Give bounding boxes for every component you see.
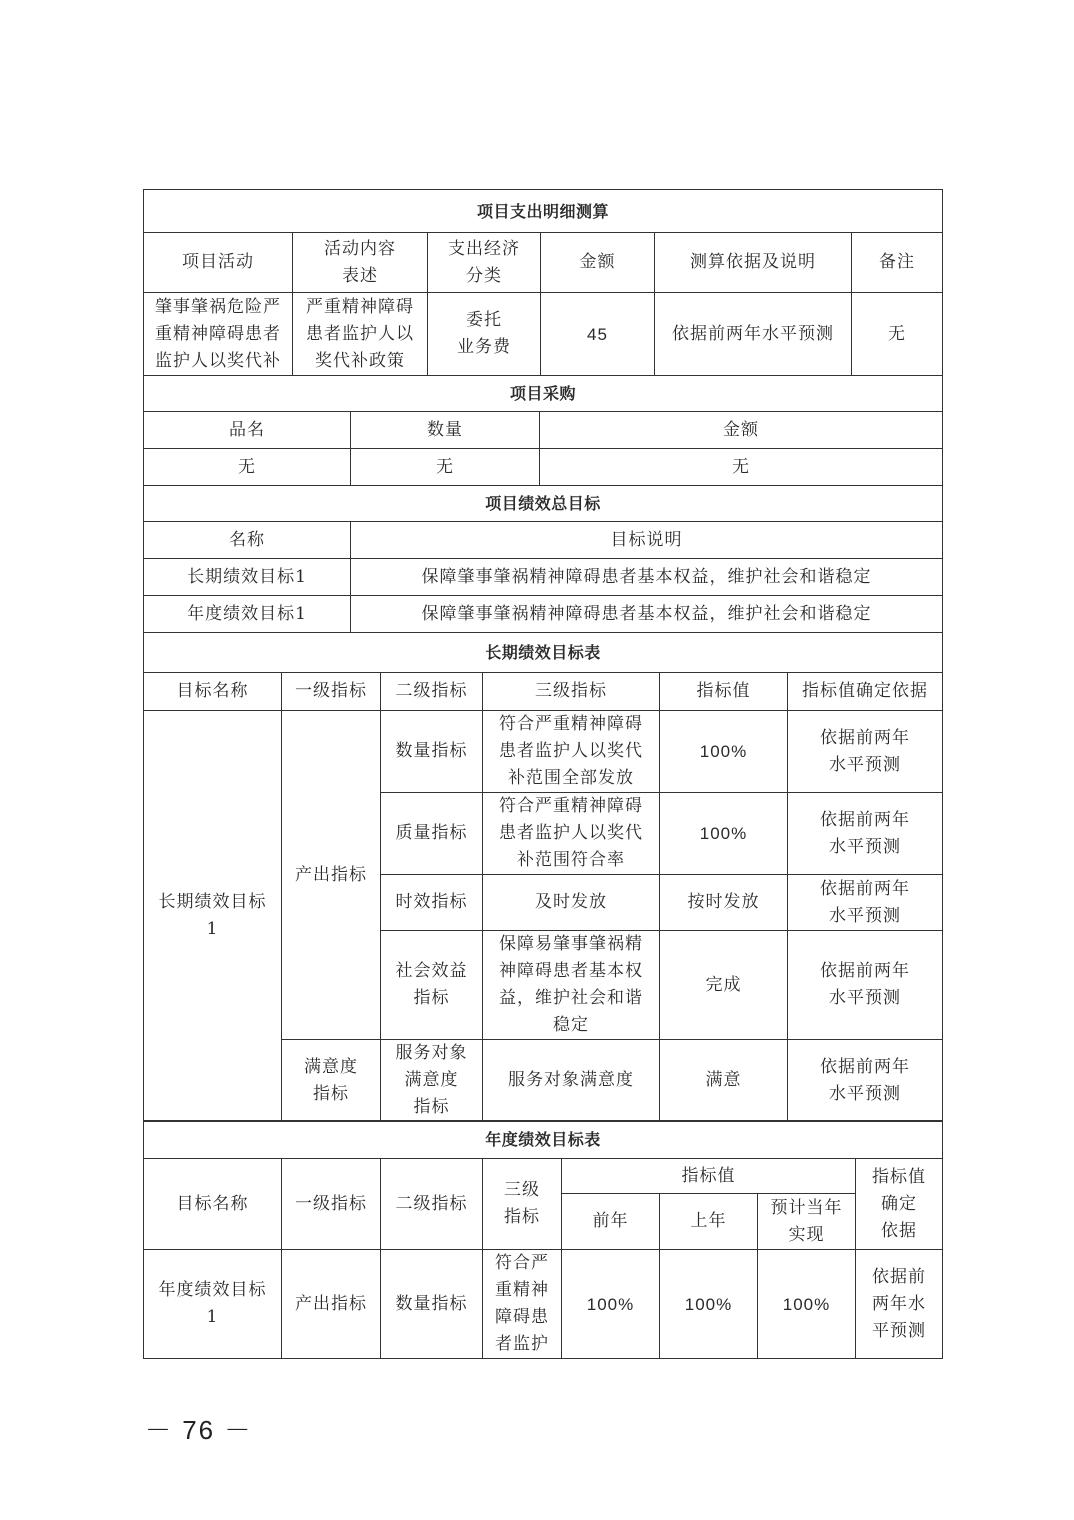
cell-basis: 依据前两年 水平预测 <box>788 931 943 1040</box>
header-level2: 二级指标 <box>381 1159 483 1250</box>
expense-detail-table <box>143 189 943 376</box>
cell-goal-desc: 保障肇事肇祸精神障碍患者基本权益，维护社会和谐稳定 <box>351 559 943 596</box>
cell-value: 100% <box>660 793 788 875</box>
cell-item-name: 无 <box>144 449 351 486</box>
cell-quantity: 无 <box>351 449 540 486</box>
header-goal-desc: 目标说明 <box>351 522 943 559</box>
header-goal-name: 目标名称 <box>144 1159 282 1250</box>
header-level3: 三级 指标 <box>483 1159 562 1250</box>
cell-goal-name: 长期绩效目标 1 <box>144 711 282 1122</box>
cell-remark: 无 <box>852 293 943 376</box>
cell-value: 按时发放 <box>660 875 788 931</box>
table-row <box>144 449 943 486</box>
header-item-name: 品名 <box>144 412 351 449</box>
cell-goal-name: 年度绩效目标 1 <box>144 1250 282 1359</box>
header-goal-name: 目标名称 <box>144 673 282 711</box>
cell-goal-name: 年度绩效目标1 <box>144 596 351 633</box>
header-prev1: 上年 <box>660 1194 758 1250</box>
cell-level2: 数量指标 <box>381 711 483 793</box>
cell-level3: 符合严重精神障碍 患者监护人以奖代 补范围全部发放 <box>483 711 660 793</box>
cell-prev1: 100% <box>660 1250 758 1359</box>
section-title-overall-goals: 项目绩效总目标 <box>144 486 943 522</box>
table-row <box>144 293 943 376</box>
cell-level3: 符合严重精神障碍 患者监护人以奖代 补范围符合率 <box>483 793 660 875</box>
cell-activity-desc: 严重精神障碍 患者监护人以 奖代补政策 <box>293 293 428 376</box>
cell-level1-output: 产出指标 <box>282 711 381 1040</box>
cell-level3: 服务对象满意度 <box>483 1040 660 1122</box>
section-title-annual: 年度绩效目标表 <box>144 1121 943 1159</box>
cell-level2: 社会效益 指标 <box>381 931 483 1040</box>
section-title-procurement: 项目采购 <box>144 376 943 412</box>
cell-economic-class: 委托 业务费 <box>428 293 541 376</box>
cell-level3: 保障易肇事肇祸精 神障碍患者基本权 益，维护社会和谐 稳定 <box>483 931 660 1040</box>
header-economic-class: 支出经济 分类 <box>428 233 541 293</box>
header-current: 预计当年 实现 <box>758 1194 856 1250</box>
header-value-group: 指标值 <box>562 1159 856 1194</box>
cell-goal-desc: 保障肇事肇祸精神障碍患者基本权益，维护社会和谐稳定 <box>351 596 943 633</box>
cell-basis: 依据前 两年水 平预测 <box>856 1250 943 1359</box>
procurement-table <box>143 375 943 486</box>
header-basis: 测算依据及说明 <box>655 233 852 293</box>
cell-basis: 依据前两年 水平预测 <box>788 875 943 931</box>
section-title-long-term: 长期绩效目标表 <box>144 633 943 673</box>
cell-level1-satisfaction: 满意度 指标 <box>282 1040 381 1122</box>
cell-goal-name: 长期绩效目标1 <box>144 559 351 596</box>
cell-activity: 肇事肇祸危险严 重精神障碍患者 监护人以奖代补 <box>144 293 293 376</box>
header-basis: 指标值 确定 依据 <box>856 1159 943 1250</box>
header-prev2: 前年 <box>562 1194 660 1250</box>
cell-level2: 数量指标 <box>381 1250 483 1359</box>
cell-level3: 符合严 重精神 障碍患 者监护 <box>483 1250 562 1359</box>
page-number: － 76 － <box>145 1415 253 1445</box>
cell-level2: 服务对象 满意度 指标 <box>381 1040 483 1122</box>
header-level1: 一级指标 <box>282 1159 381 1250</box>
header-level3: 三级指标 <box>483 673 660 711</box>
header-level1: 一级指标 <box>282 673 381 711</box>
cell-basis: 依据前两年水平预测 <box>655 293 852 376</box>
cell-basis: 依据前两年 水平预测 <box>788 711 943 793</box>
cell-level3: 及时发放 <box>483 875 660 931</box>
table-row <box>144 596 943 633</box>
table-row <box>144 711 943 793</box>
table-row <box>144 1250 943 1359</box>
cell-amount: 无 <box>540 449 943 486</box>
cell-basis: 依据前两年 水平预测 <box>788 793 943 875</box>
cell-value: 100% <box>660 711 788 793</box>
cell-amount: 45 <box>541 293 655 376</box>
cell-level1: 产出指标 <box>282 1250 381 1359</box>
header-amount: 金额 <box>540 412 943 449</box>
header-quantity: 数量 <box>351 412 540 449</box>
cell-current: 100% <box>758 1250 856 1359</box>
cell-level2: 质量指标 <box>381 793 483 875</box>
header-activity: 项目活动 <box>144 233 293 293</box>
annual-goals-table <box>143 1120 943 1359</box>
header-basis: 指标值确定依据 <box>788 673 943 711</box>
section-title-expense: 项目支出明细测算 <box>144 190 943 233</box>
cell-level2: 时效指标 <box>381 875 483 931</box>
overall-goals-table <box>143 485 943 633</box>
header-value: 指标值 <box>660 673 788 711</box>
cell-prev2: 100% <box>562 1250 660 1359</box>
cell-value: 满意 <box>660 1040 788 1122</box>
cell-basis: 依据前两年 水平预测 <box>788 1040 943 1122</box>
header-name: 名称 <box>144 522 351 559</box>
cell-value: 完成 <box>660 931 788 1040</box>
header-remark: 备注 <box>852 233 943 293</box>
long-term-goals-table <box>143 632 943 1122</box>
table-row <box>144 559 943 596</box>
header-level2: 二级指标 <box>381 673 483 711</box>
header-amount: 金额 <box>541 233 655 293</box>
header-activity-desc: 活动内容 表述 <box>293 233 428 293</box>
